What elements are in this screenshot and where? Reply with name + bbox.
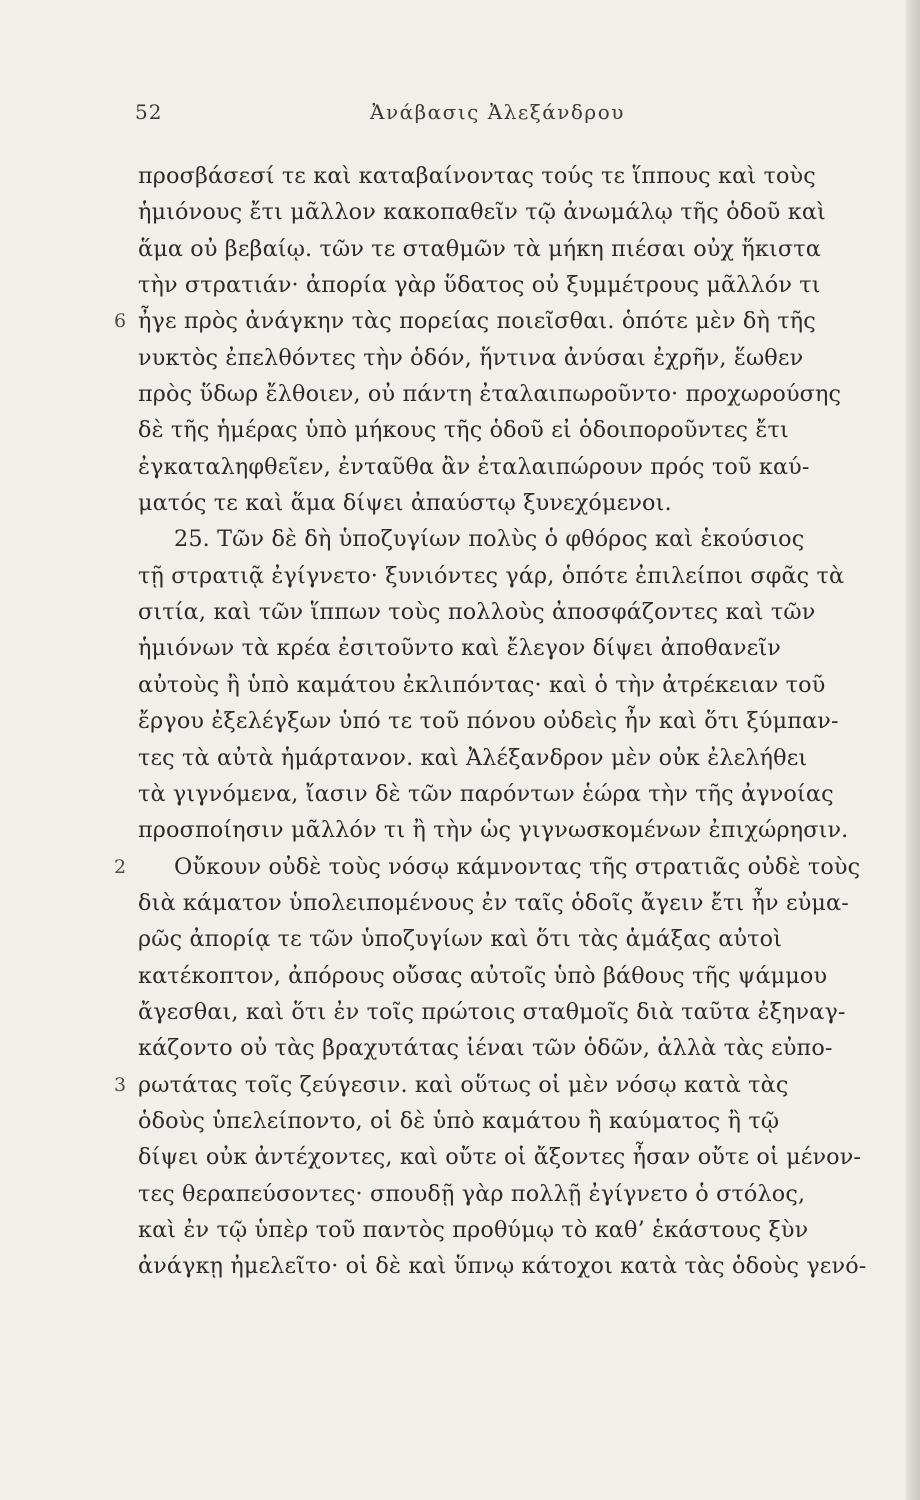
- line-text: ἄγεσθαι, καὶ ὅτι ἐν τοῖς πρώτοις σταθμοῖς διὰ ταῦτα ἐξηναγ-: [138, 998, 846, 1025]
- text-line: [138, 812, 876, 848]
- line-text: ἡμιόνων τὰ κρέα ἐσιτοῦντο καὶ ἔλεγον δίψει ἀποθανεῖν: [138, 635, 781, 662]
- page-number: 52: [135, 100, 163, 124]
- text-line: [114, 849, 876, 885]
- line-text: δίψει οὐκ ἀντέχοντες, καὶ οὔτε οἱ ἄξοντες ἦσαν οὔτε οἱ μένον-: [138, 1144, 862, 1171]
- text-line: [138, 158, 876, 194]
- line-text: τὰ γιγνόμενα, ἴασιν δὲ τῶν παρόντων ἑώρα τὴν τῆς ἀγνοίας: [138, 780, 834, 807]
- line-text: ἐγκαταληφθεῖεν, ἐνταῦθα ἂν ἐταλαιπώρουν πρός τοῦ καύ-: [138, 453, 810, 480]
- text-line: [138, 521, 876, 557]
- text-line: [138, 994, 876, 1030]
- line-text: ρῶς ἀπορίᾳ τε τῶν ὑποζυγίων καὶ ὅτι τὰς ἁμάξας αὐτοὶ: [138, 926, 783, 953]
- line-text: πρὸς ὕδωρ ἔλθοιεν, οὐ πάντη ἐταλαιπωροῦντο· προχωρούσης: [138, 381, 842, 408]
- page-header: [135, 100, 875, 132]
- text-line: [138, 740, 876, 776]
- body-text: [114, 158, 876, 1285]
- line-text: ὁδοὺς ὑπελείποντο, οἱ δὲ ὑπὸ καμάτου ἢ καύματος ἢ τῷ: [138, 1107, 780, 1134]
- text-line: [138, 1103, 876, 1139]
- margin-section-number: 6: [114, 310, 127, 333]
- text-line: [138, 630, 876, 666]
- text-line: [138, 885, 876, 921]
- line-text: σιτία, καὶ τῶν ἵππων τοὺς πολλοὺς ἀποσφάζοντες καὶ τῶν: [138, 599, 816, 626]
- line-text: ἀνάγκῃ ἠμελεῖτο· οἱ δὲ καὶ ὕπνῳ κάτοχοι κατὰ τὰς ὁδοὺς γενό-: [138, 1253, 867, 1280]
- text-line: [138, 267, 876, 303]
- text-line: [138, 703, 876, 739]
- text-line: [138, 412, 876, 448]
- margin-section-number: 2: [114, 855, 127, 878]
- line-text: διὰ κάματον ὑπολειπομένους ἐν ταῖς ὁδοῖς ἄγειν ἔτι ἦν εὐμα-: [138, 889, 849, 916]
- text-line: [138, 1176, 876, 1212]
- text-line: [138, 449, 876, 485]
- line-text: τῇ στρατιᾷ ἐγίγνετο· ξυνιόντες γάρ, ὁπότε ἐπιλείποι σφᾶς τὰ: [138, 562, 845, 589]
- text-line: [138, 1212, 876, 1248]
- line-text: κάζοντο οὐ τὰς βραχυτάτας ἰέναι τῶν ὁδῶν, ἀλλὰ τὰς εὐπο-: [138, 1035, 833, 1062]
- margin-section-number: 3: [114, 1073, 127, 1096]
- text-line: [138, 485, 876, 521]
- line-text: δὲ τῆς ἡμέρας ὑπὸ μήκους τῆς ὁδοῦ εἰ ὁδοιποροῦντες ἔτι: [138, 417, 789, 444]
- text-line: [138, 194, 876, 230]
- text-line: [138, 921, 876, 957]
- line-text: ἦγε πρὸς ἀνάγκην τὰς πορείας ποιεῖσθαι. ὁπότε μὲν δὴ τῆς: [138, 308, 816, 335]
- line-text: αὐτοὺς ἢ ὑπὸ καμάτου ἐκλιπόντας· καὶ ὁ τὴν ἀτρέκειαν τοῦ: [138, 671, 826, 698]
- line-text: ματός τε καὶ ἅμα δίψει ἀπαύστῳ ξυνεχόμενοι.: [138, 490, 672, 517]
- text-line: [138, 1248, 876, 1284]
- line-text: τες τὰ αὐτὰ ἡμάρτανον. καὶ Ἀλέξανδρον μὲν οὐκ ἐλελήθει: [138, 744, 808, 771]
- line-text: καὶ ἐν τῷ ὑπὲρ τοῦ παντὸς προθύμῳ τὸ καθ’ ἑκάστους ξὺν: [138, 1216, 809, 1243]
- line-text: ἔργου ἐξελέγξων ὑπό τε τοῦ πόνου οὐδεὶς ἦν καὶ ὅτι ξύμπαν-: [138, 708, 839, 735]
- text-line: [138, 376, 876, 412]
- line-text: νυκτὸς ἐπελθόντες τὴν ὁδόν, ἥντινα ἀνύσαι ἐχρῆν, ἕωθεν: [138, 344, 804, 371]
- line-text: τες θεραπεύσοντες· σπουδῇ γὰρ πολλῇ ἐγίγνετο ὁ στόλος,: [138, 1180, 806, 1207]
- text-line: [138, 776, 876, 812]
- text-line: [114, 1067, 876, 1103]
- line-text: ἡμιόνους ἔτι μᾶλλον κακοπαθεῖν τῷ ἀνωμάλῳ τῆς ὁδοῦ καὶ: [138, 199, 826, 226]
- line-text: τὴν στρατιάν· ἀπορία γὰρ ὕδατος οὐ ξυμμέτρους μᾶλλόν τι: [138, 272, 821, 299]
- text-line: [138, 340, 876, 376]
- line-text: ἅμα οὐ βεβαίῳ. τῶν τε σταθμῶν τὰ μήκη πιέσαι οὐχ ἥκιστα: [138, 235, 821, 262]
- text-line: [138, 558, 876, 594]
- running-title: Ἀνάβασις Ἀλεξάνδρου: [370, 100, 625, 124]
- text-line: [138, 667, 876, 703]
- text-line: [138, 231, 876, 267]
- text-line: [138, 594, 876, 630]
- line-text: κατέκοπτον, ἀπόρους οὔσας αὐτοῖς ὑπὸ βάθους τῆς ψάμμου: [138, 962, 828, 989]
- text-line: [138, 1030, 876, 1066]
- line-text: προσποίησιν μᾶλλόν τι ἢ τὴν ὡς γιγνωσκομένων ἐπιχώρησιν.: [138, 817, 849, 844]
- page-edge: [906, 0, 920, 1500]
- line-text: ρωτάτας τοῖς ζεύγεσιν. καὶ οὕτως οἱ μὲν νόσῳ κατὰ τὰς: [138, 1071, 789, 1098]
- text-line: [114, 303, 876, 339]
- text-line: [138, 958, 876, 994]
- text-line: [138, 1139, 876, 1175]
- line-text: προσβάσεσί τε καὶ καταβαίνοντας τούς τε ἵππους καὶ τοὺς: [138, 163, 816, 189]
- line-text: Οὔκουν οὐδὲ τοὺς νόσῳ κάμνοντας τῆς στρατιᾶς οὐδὲ τοὺς: [174, 853, 861, 880]
- line-text: 25. Τῶν δὲ δὴ ὑποζυγίων πολὺς ὁ φθόρος καὶ ἑκούσιος: [174, 526, 805, 553]
